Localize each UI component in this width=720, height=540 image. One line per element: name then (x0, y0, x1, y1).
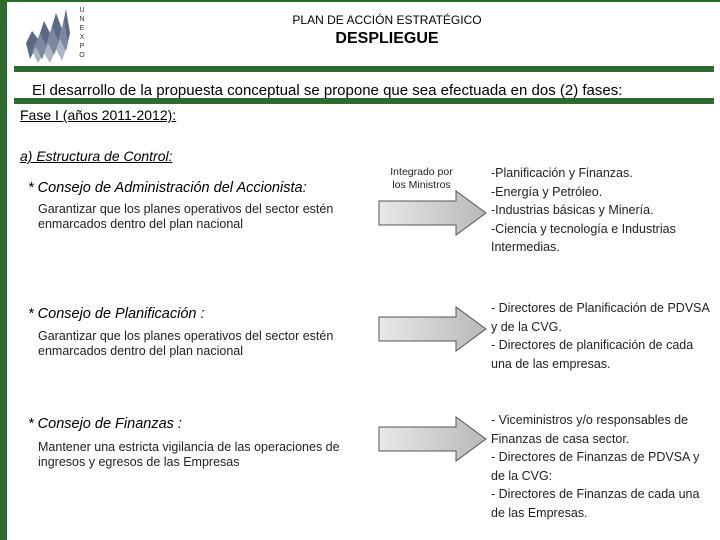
list-item: - Directores de Finanzas de PDVSA y de la CVG: (491, 450, 700, 483)
logo-letter: O (79, 52, 85, 59)
page-title: PLAN DE ACCIÓN ESTRATÉGICO (292, 13, 482, 27)
list-item: -Industrias básicas y Minería. (491, 203, 654, 217)
logo-letter: U (79, 7, 85, 14)
top-rule (7, 0, 720, 2)
section-description: Mantener una estricta vigilancia de las operaciones de ingresos y egresos de las Empresas (38, 440, 340, 469)
left-accent-bar (0, 0, 7, 540)
logo-letter: E (79, 25, 85, 32)
list-item: -Energía y Petróleo. (491, 184, 603, 199)
section-description: Garantizar que los planes operativos del sector estén enmarcados dentro del plan nacional (38, 202, 334, 231)
arrow-icon (378, 416, 488, 462)
list-item: -Ciencia y tecnología e Industrias Intermedias. (491, 221, 676, 254)
arrow-icon (378, 306, 488, 352)
logo-letter: P (79, 43, 85, 50)
list-item: - Directores de planificación de cada una de las empresas. (491, 338, 694, 371)
list-item: - Viceministros y/o responsables de Finanzas de casa sector. (491, 413, 689, 446)
arrow-icon (378, 190, 488, 236)
members-list (491, 164, 713, 257)
members-list (491, 299, 713, 373)
section-description: Garantizar que los planes operativos del sector estén enmarcados dentro del plan nacional (38, 329, 334, 358)
members-list (491, 411, 713, 522)
unexpo-logo-icon (22, 3, 110, 65)
intro-banner (14, 66, 714, 104)
structure-heading: a) Estructura de Control: (20, 148, 173, 164)
logo-letter: N (79, 16, 85, 23)
intro-text: El desarrollo de la propuesta conceptual se propone que sea efectuada en dos (2) fases: (32, 82, 623, 99)
page-subtitle: DESPLIEGUE (335, 30, 439, 47)
section-title: * Consejo de Finanzas : (28, 416, 182, 432)
list-item: -Planificación y Finanzas. (491, 166, 633, 180)
phase-heading: Fase I (años 2011-2012): (20, 107, 177, 123)
logo-letter: X (79, 34, 85, 41)
integrated-by-label: Integrado por los Ministros (390, 166, 453, 191)
list-item: - Directores de Finanzas de cada una de las Empresas. (491, 487, 700, 520)
section-title: * Consejo de Planificación : (28, 306, 205, 322)
list-item: - Directores de Planificación de PDVSA y de la CVG. (491, 301, 710, 334)
section-title: * Consejo de Administración del Accionista: (28, 180, 307, 196)
